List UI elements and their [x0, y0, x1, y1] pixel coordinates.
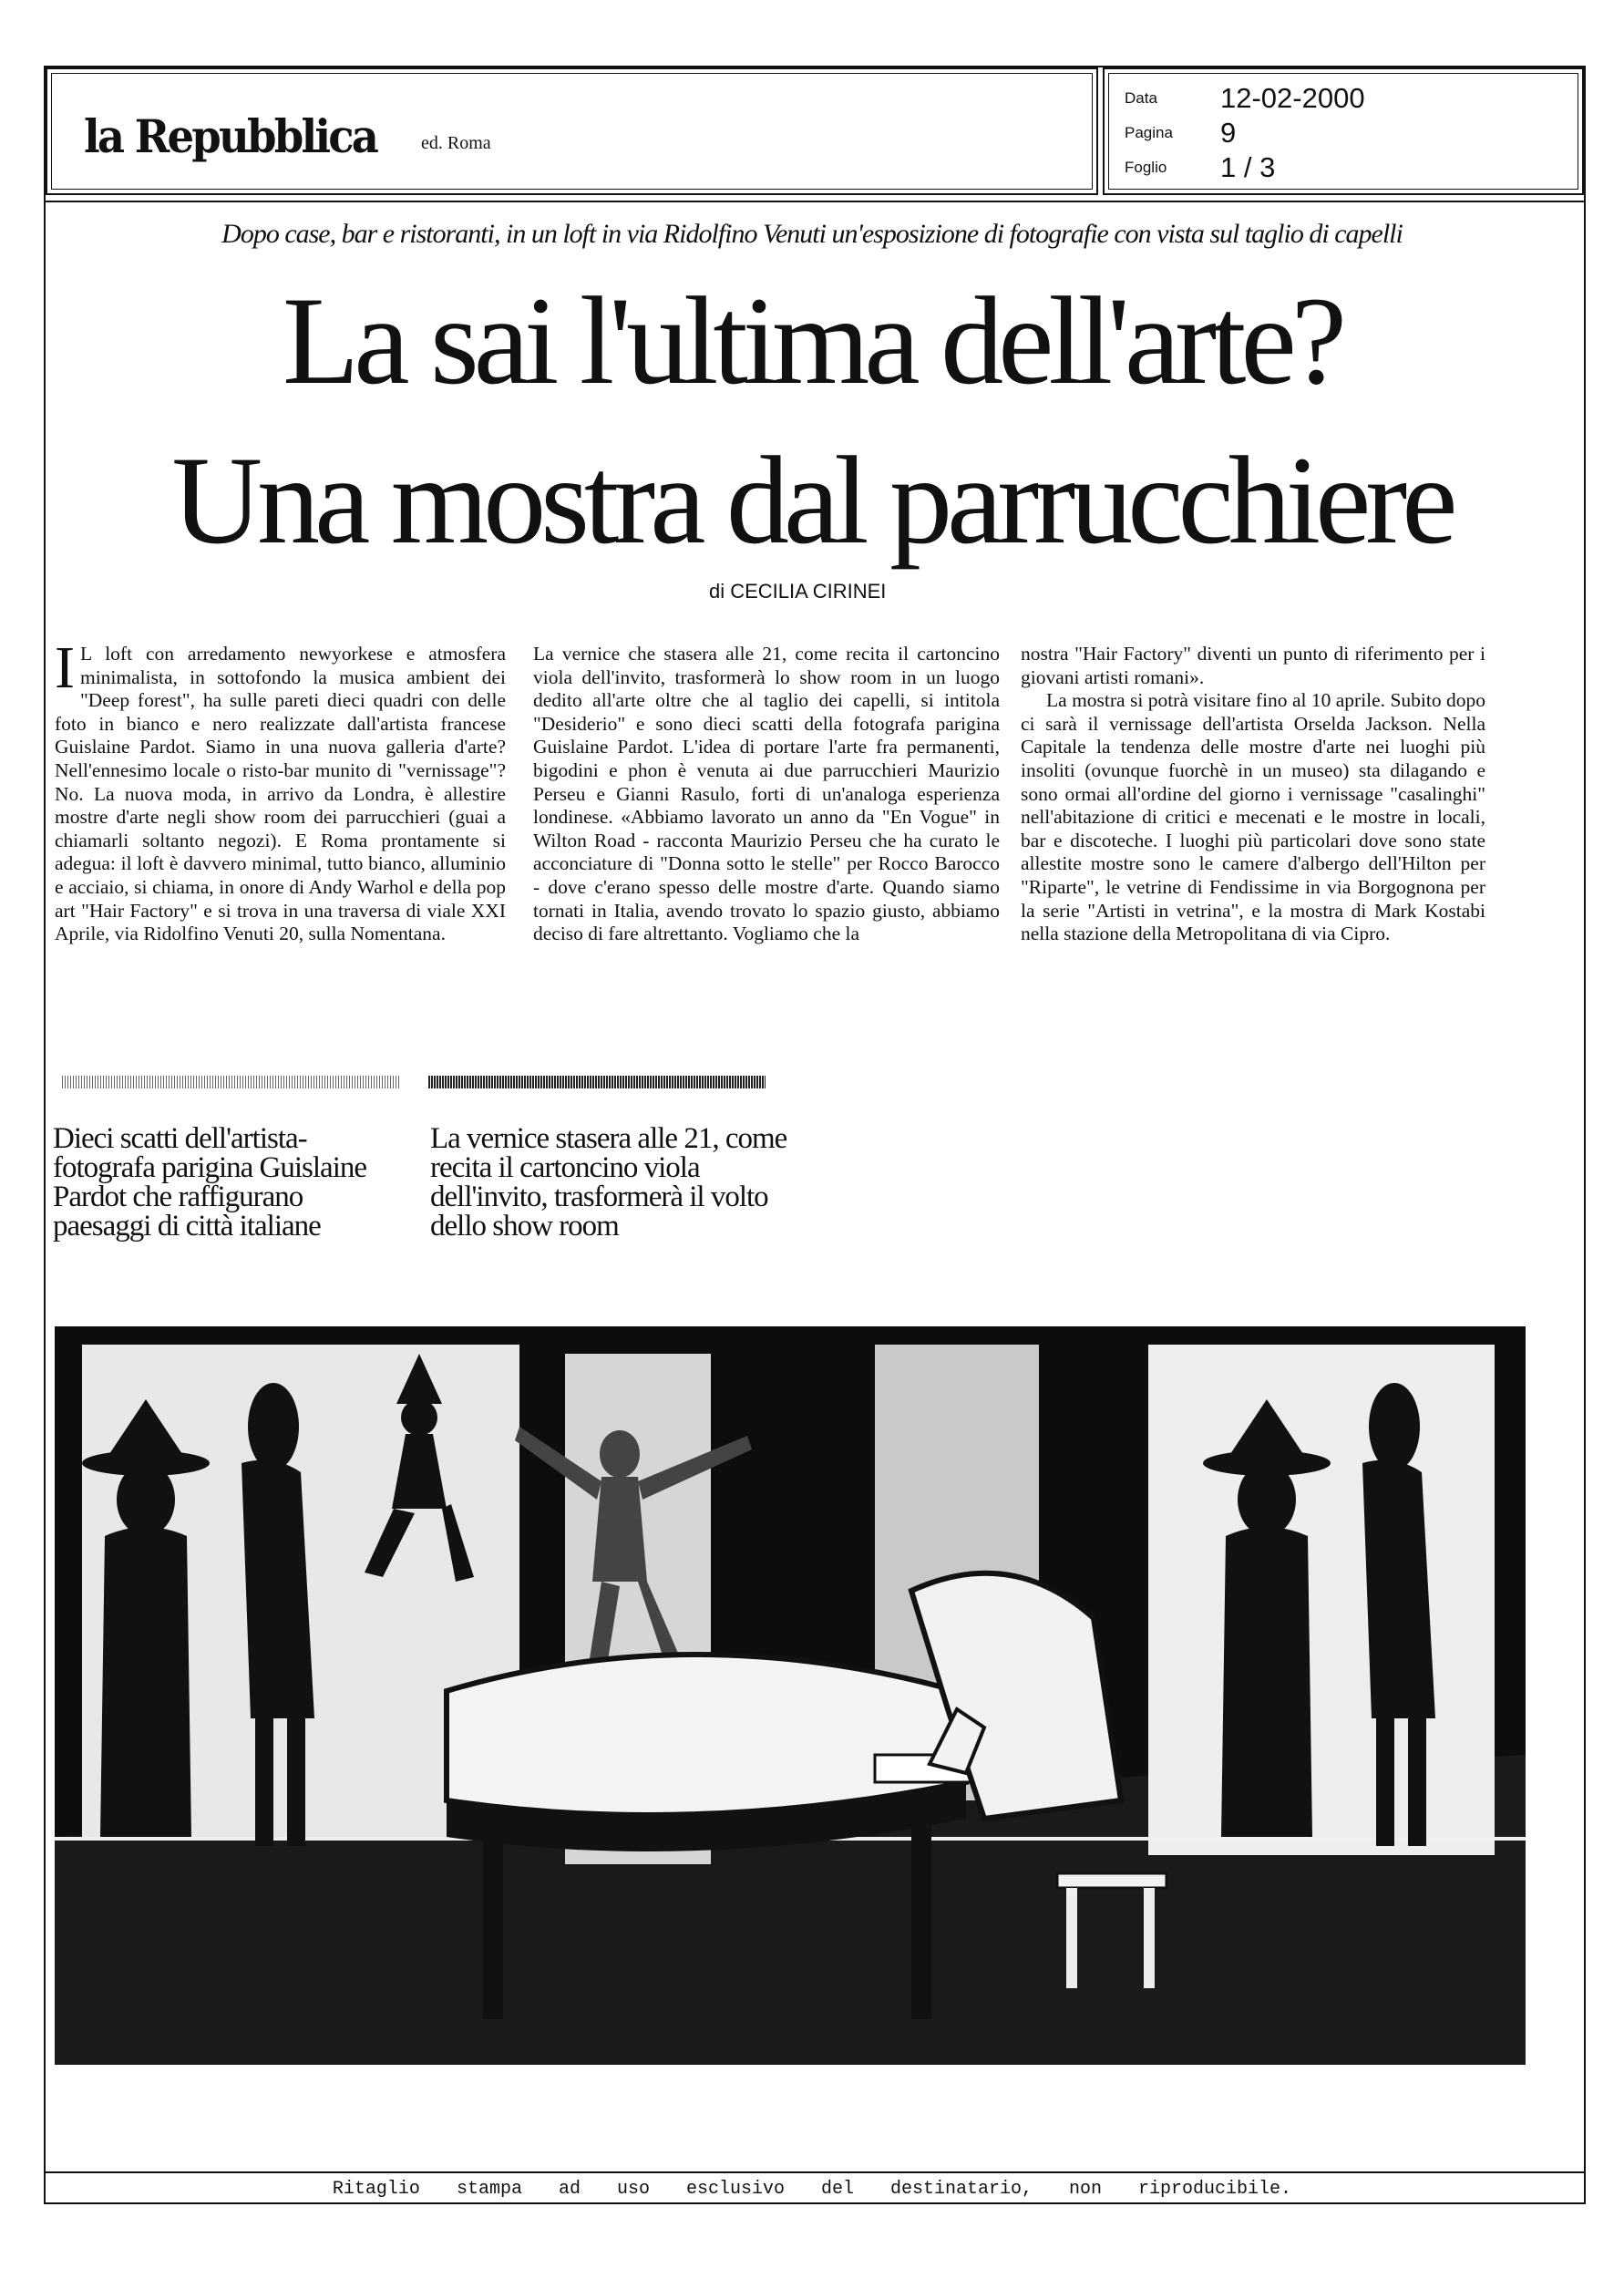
pull-quote-1: Dieci scatti dell'artista-fotografa parigina Guislaine Pardot che raffigurano paesaggi di città italiane	[53, 1122, 367, 1243]
meta-label: Data	[1125, 89, 1157, 107]
meta-page	[1125, 117, 1236, 150]
pull-quote-2: La vernice stasera alle 21, come recita il cartoncino viola dell'invito, trasformerà il volto dello show room	[430, 1122, 787, 1243]
meta-label: Foglio	[1125, 159, 1167, 176]
meta-value: 1 / 3	[1220, 151, 1276, 183]
meta-value: 9	[1220, 117, 1237, 149]
masthead-box	[46, 67, 1098, 195]
text-column-1	[55, 634, 506, 946]
newspaper-logo: la Repubblica	[84, 109, 377, 163]
meta-sheet	[1125, 151, 1275, 184]
article-kicker: Dopo case, bar e ristoranti, in un loft in via Ridolfino Venuti un'esposizione di fotografie con vista sul taglio di capelli	[221, 219, 1403, 249]
headline-line-2: Una mostra dal parrucchiere	[171, 430, 1453, 570]
clipping-meta-box	[1103, 67, 1584, 195]
text-column-2	[533, 643, 1000, 946]
drop-cap: I	[55, 634, 75, 701]
meta-date	[1125, 82, 1365, 115]
paragraph: La mostra si potrà visitare fino al 10 aprile. Subito dopo ci sarà il vernissage dell'artista Orselda Jackson. Nella Capitale la tendenza delle mostre d'arte nei luoghi più insoliti (ovunque fuorchè in un museo) sta dilagando e sono ormai all'ordine del giorno i vernissage "casalinghi" nell'abitazione di critici e mecenati e le mostre in locali, bar e discoteche. I luoghi più particolari dove sono state allestite mostre sono le camere d'albergo dell'Hilton per "Riparte", le vetrine di Fendissime in via Borgognona per la serie "Artisti in vetrina", e la mostra di Mark Kostabi nella stazione della Metropolitana di via Cipro.	[1021, 689, 1485, 945]
headline-line-1: La sai l'ultima dell'arte?	[282, 271, 1341, 410]
meta-label: Pagina	[1125, 124, 1173, 141]
edition-label: ed. Roma	[421, 133, 491, 153]
footer-divider	[46, 2171, 1586, 2173]
paragraph: La vernice che stasera alle 21, come recita il cartoncino viola dell'invito, trasformerà lo show room in un luogo dedito all'arte oltre che al taglio dei capelli, si intitola "Desiderio" e sono dieci scatti della fotografa parigina Guislaine Pardot. L'idea di portare l'arte fra permanenti, bigodini e phon è venuta ai due parrucchieri Maurizio Perseu e Gianni Rasulo, forti di un'analoga esperienza londinese. «Abbiamo lavorato un anno da "En Vogue" in Wilton Road - racconta Maurizio Perseu che ha curato le acconciature di "Donna sotto le stelle" per Rocco Barocco - dove c'erano spesso delle mostre d'arte. Quando siamo tornati in Italia, avendo trovato lo spazio giusto, abbiamo deciso di fare altrettanto. Vogliamo che la	[533, 643, 1000, 945]
paragraph: L loft con arredamento newyorkese e atmosfera minimalista, in sottofondo la musica ambient dei "Deep forest", ha sulle pareti dieci quadri con delle foto in bianco e nero realizzate dall'artista francese Guislaine Pardot. Siamo in una nuova galleria d'arte? Nell'ennesimo locale o risto-bar munito di "vernissage"? No. La nuova moda, in arrivo da Londra, è allestire mostre d'arte negli show room dei parrucchieri (guai a chiamarli soltanto negozi). E Roma prontamente si adegua: il loft è davvero minimal, tutto bianco, alluminio e acciaio, si chiama, in onore di Andy Warhol e della pop art "Hair Factory" e si trova in una traversa di viale XXI Aprile, via Ridolfino Venuti 20, sulla Nomentana.	[55, 643, 506, 945]
byline: di CECILIA CIRINEI	[709, 580, 887, 603]
header-divider	[46, 201, 1586, 202]
article-illustration	[55, 1326, 1526, 2065]
quote-rule	[428, 1076, 766, 1088]
paragraph: nostra "Hair Factory" diventi un punto di riferimento per i giovani artisti romani».	[1021, 643, 1485, 688]
text-column-3	[1021, 643, 1485, 946]
quote-rule	[62, 1076, 399, 1088]
footer-notice: Ritaglio stampa ad uso esclusivo del destinatario, non riproducibile.	[332, 2179, 1292, 2200]
meta-value: 12-02-2000	[1220, 82, 1365, 114]
